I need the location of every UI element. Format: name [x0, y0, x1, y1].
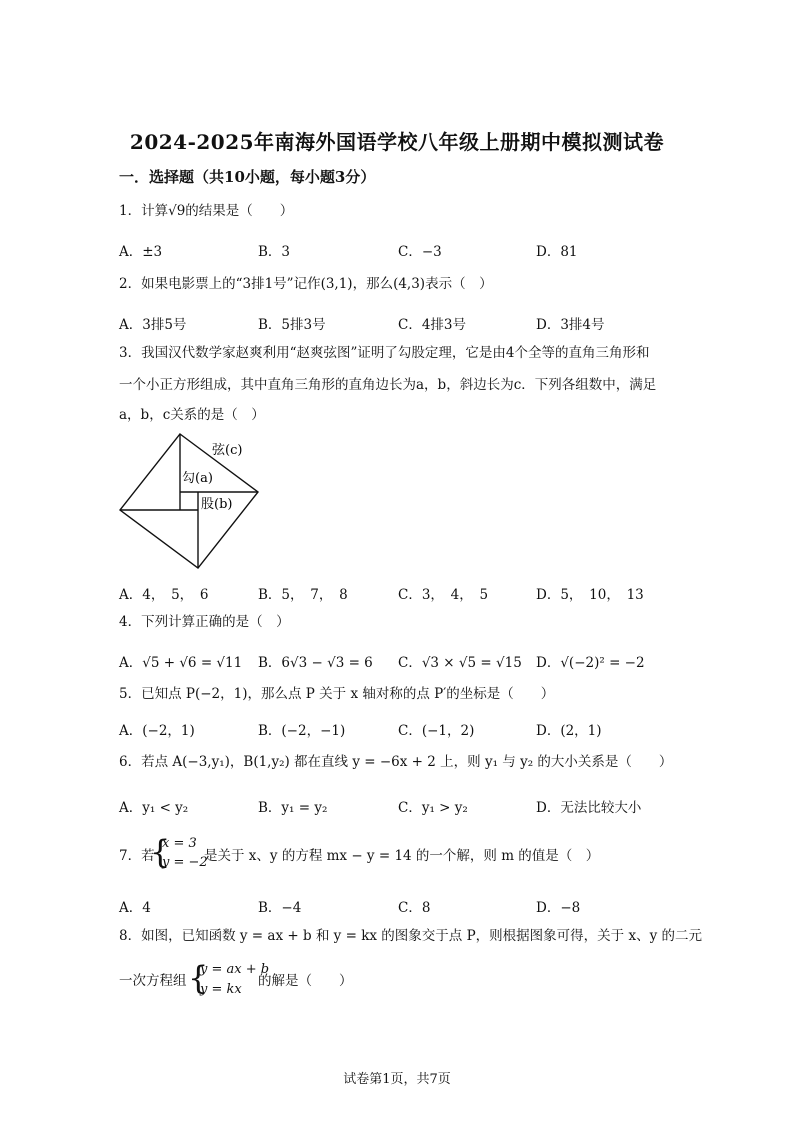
question-3-stem-line-2: 一个小正方形组成，其中直角三角形的直角边长为a，b，斜边长为c．下列各组数中，满足	[119, 377, 657, 393]
q5-option-a: A．(−2，1)	[119, 723, 195, 739]
q4-option-a: A．√5 + √6 = √11	[119, 655, 243, 671]
q3-option-b: B．5， 7， 8	[258, 587, 348, 603]
page-footer: 试卷第1页，共7页	[343, 1072, 451, 1087]
question-7-prefix: 7．若	[119, 848, 155, 864]
q6-option-c: C．y₁ > y₂	[398, 800, 468, 816]
q6-option-d: D．无法比较大小	[536, 800, 642, 816]
q1-option-b: B．3	[258, 244, 291, 260]
q5-option-d: D．(2，1)	[536, 723, 602, 739]
q5-option-b: B．(−2，−1)	[258, 723, 346, 739]
q6-option-b: B．y₁ = y₂	[258, 800, 328, 816]
label-leg-a: 勾(a)	[182, 471, 213, 486]
question-7-system	[150, 833, 208, 874]
q1-option-a: A．±3	[119, 244, 163, 260]
q4-option-c: C．√3 × √5 = √15	[398, 655, 522, 671]
question-8-system	[188, 959, 270, 1000]
question-4-stem: 4．下列计算正确的是（ ）	[119, 614, 290, 630]
question-8-suffix: 的解是（ ）	[258, 973, 353, 989]
q2-option-a: A．3排5号	[119, 317, 187, 333]
question-2-stem: 2．如果电影票上的“3排1号”记作(3,1)，那么(4,3)表示（ ）	[119, 276, 493, 292]
label-hypotenuse: 弦(c)	[212, 443, 243, 458]
q7-option-d: D．−8	[536, 900, 581, 916]
q7-option-b: B．−4	[258, 900, 302, 916]
q8-system-eq-2: y = kx	[200, 982, 242, 997]
q3-option-d: D．5， 10， 13	[536, 587, 644, 603]
zhao-shuang-chord-diagram	[118, 432, 268, 577]
q8-system-eq-1: y = ax + b	[200, 962, 270, 977]
q7-option-a: A．4	[119, 900, 151, 916]
q4-option-b: B．6√3 − √3 = 6	[258, 655, 373, 671]
q7-system-eq-1: x = 3	[162, 836, 197, 851]
section-heading: 一．选择题（共10小题，每小题3分）	[119, 168, 376, 186]
left-brace: {	[150, 833, 171, 871]
q1-option-d: D．81	[536, 244, 578, 260]
question-8-prefix: 一次方程组	[119, 973, 187, 989]
q1-option-c: C．−3	[398, 244, 442, 260]
q2-option-c: C．4排3号	[398, 317, 467, 333]
q3-option-c: C．3， 4， 5	[398, 587, 489, 603]
question-3-stem-line-3: a，b，c关系的是（ ）	[119, 407, 265, 423]
question-5-stem: 5．已知点 P(−2，1)，那么点 P 关于 x 轴对称的点 P′的坐标是（ ）	[119, 686, 555, 702]
question-1-stem: 1．计算√9的结果是（ ）	[119, 203, 294, 219]
q7-system-eq-2: y = −2	[162, 855, 208, 870]
q4-option-d: D．√(−2)² = −2	[536, 655, 645, 671]
exam-title: 2024-2025年南海外国语学校八年级上册期中模拟测试卷	[129, 130, 665, 154]
question-3-stem-line-1: 3．我国汉代数学家赵爽利用“赵爽弦图”证明了勾股定理，它是由4个全等的直角三角形和	[119, 345, 650, 361]
q7-option-c: C．8	[398, 900, 431, 916]
q5-option-c: C．(−1，2)	[398, 723, 475, 739]
left-brace: {	[188, 959, 209, 997]
q3-option-a: A．4， 5， 6	[119, 587, 209, 603]
question-6-stem: 6．若点 A(−3,y₁)，B(1,y₂) 都在直线 y = −6x + 2 上，则 y₁ 与 y₂ 的大小关系是（ ）	[119, 754, 673, 770]
question-7-suffix: 是关于 x、y 的方程 mx − y = 14 的一个解，则 m 的值是（ ）	[204, 848, 600, 864]
q2-option-d: D．3排4号	[536, 317, 605, 333]
q2-option-b: B．5排3号	[258, 317, 326, 333]
label-leg-b: 股(b)	[201, 497, 233, 512]
q6-option-a: A．y₁ < y₂	[119, 800, 189, 816]
question-8-stem-line-1: 8．如图，已知函数 y = ax + b 和 y = kx 的图象交于点 P，则根据图象可得，关于 x、y 的二元	[119, 928, 702, 944]
